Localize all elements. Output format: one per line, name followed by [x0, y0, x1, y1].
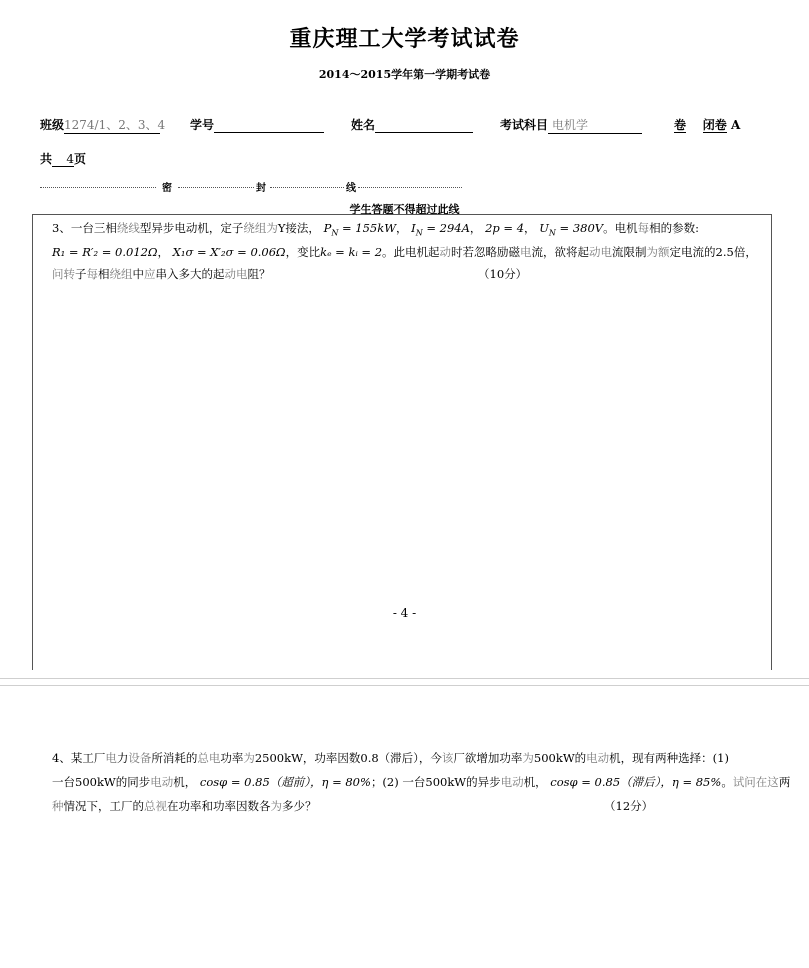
q4-text: 多少？ — [282, 799, 317, 813]
q3-text: 应 — [144, 267, 156, 281]
q4-text: 机， — [523, 775, 547, 789]
q4-text: 两 — [778, 775, 791, 789]
q4-text: 电动 — [150, 775, 174, 789]
q3-formula: R₁ = R′₂ = 0.012Ω — [52, 245, 158, 259]
q3-formula: X₁σ = X′₂σ = 0.06Ω — [172, 245, 286, 259]
q4-text: 为 — [243, 751, 255, 765]
student-id-field — [190, 116, 324, 133]
q3-text: 绕组 — [109, 267, 133, 281]
subject-label: 考试科目 — [500, 118, 549, 132]
q3-text: 中 — [132, 267, 144, 281]
class-field — [40, 116, 166, 134]
q3-text: 电 — [520, 245, 532, 259]
q3-text: 。此电机起 — [382, 245, 440, 259]
q3-formula: N — [331, 228, 339, 238]
q4-text: 种 — [52, 799, 64, 813]
q4-formula: cosφ = 0.85（超前）， — [199, 775, 322, 789]
exam-subtitle: 2014～2015学年第一学期考试卷 — [318, 68, 491, 81]
q4-text: 电动 — [586, 751, 610, 765]
question-3-line-1: 3、一台三相绕线型异步电动机，定子绕组为Y接法， $P_N = 155kW$， $I_N = 294A$， 2p = 4， $U_N = 380V$。电机每相的参数: — [52, 221, 699, 238]
q4-text: 总电 — [197, 751, 221, 765]
total-pages-field — [40, 150, 86, 167]
q3-text: 流，欲将起 — [531, 245, 590, 259]
q3-text: 阻？ — [247, 267, 271, 281]
q3-text: ，变比 — [285, 245, 321, 259]
page-separator — [0, 685, 809, 686]
q4-text: 电 — [105, 751, 117, 765]
seal-dots — [358, 187, 462, 188]
q4-text: 试问在这 — [732, 775, 779, 789]
question-3-score: （10分） — [478, 267, 528, 281]
seal-feng: 封 — [256, 183, 266, 194]
q3-text: 时若忽略励磁 — [451, 245, 521, 259]
class-value: 1274/1、2、3、4 — [64, 118, 166, 132]
q4-text: 设备 — [128, 751, 152, 765]
q4-text: 所消耗的 — [151, 751, 198, 765]
q4-text: 一台500kW的同步 — [52, 775, 151, 789]
q3-text: 转 — [63, 267, 75, 281]
q3-text: 型异步电动机，定子 — [139, 221, 244, 235]
paper-label: 卷 — [674, 118, 687, 132]
student-id-label: 学号 — [190, 118, 215, 132]
q4-text: 4、某工厂 — [52, 751, 106, 765]
q3-text: 串入多大的起 — [155, 267, 225, 281]
q3-text: Y接法， — [277, 221, 320, 235]
q4-text: 功率 — [220, 751, 244, 765]
q3-text: 动电 — [589, 245, 613, 259]
name-label: 姓名 — [351, 118, 376, 132]
q3-formula: P — [323, 221, 332, 235]
q4-text: 厂欲增加功率 — [453, 751, 523, 765]
q3-text: 问 — [52, 267, 64, 281]
q4-text: 情况下，工厂的 — [63, 799, 144, 813]
seal-dots — [40, 187, 156, 188]
q4-text: ；(2) 一台500kW的异步 — [370, 775, 501, 789]
q3-text: 每 — [86, 267, 98, 281]
total-prefix: 共 — [40, 152, 53, 166]
q3-text: 动 — [439, 245, 452, 259]
seal-mi: 密 — [162, 183, 172, 194]
q4-text: 力 — [116, 751, 129, 765]
subject-value: 电机学 — [548, 116, 642, 134]
q4-text: 总视 — [144, 799, 167, 813]
total-pages: 4 — [52, 152, 74, 167]
student-id-blank — [214, 118, 324, 133]
question-3-line-2: R₁ = R′₂ = 0.012Ω， X₁σ = X′₂σ = 0.06Ω，变比kₑ = kᵢ = 2。此电机起动时若忽略励磁电流，欲将起动电流限制为额定电流的2.5倍， — [52, 245, 757, 259]
q4-text: 该 — [441, 751, 454, 765]
q4-formula: η = 80% — [321, 775, 371, 789]
q3-formula: 2p = 4 — [485, 221, 525, 235]
total-suffix: 页 — [74, 152, 87, 166]
page-separator — [0, 678, 809, 679]
q3-text: 3、一台三相 — [52, 221, 117, 235]
q3-formula: kₑ = kᵢ = 2 — [320, 245, 383, 259]
q3-formula: = 294A — [422, 221, 470, 235]
seal-dots — [178, 187, 254, 188]
q3-text: 动电 — [224, 267, 248, 281]
paper-type-field — [674, 116, 740, 133]
q4-text: 为 — [270, 799, 282, 813]
q3-text: 相的参数: — [649, 221, 699, 235]
question-4-line-2 — [52, 770, 790, 794]
q3-text: 为额 — [646, 245, 670, 259]
subject-field — [500, 116, 642, 134]
q4-formula: cosφ = 0.85（滞后）， — [550, 775, 672, 789]
q4-text: 500kW的 — [533, 751, 587, 765]
q3-text: 每 — [637, 221, 650, 235]
q3-text: 相 — [98, 267, 110, 281]
closed-book: 闭卷 — [702, 118, 727, 132]
q4-text: 机， — [173, 775, 197, 789]
q3-formula: N — [415, 228, 423, 238]
question-4-line-1 — [52, 746, 729, 770]
q3-formula: I — [411, 221, 416, 235]
q3-text: 绕线 — [116, 221, 140, 235]
q3-formula: = 155kW — [338, 221, 397, 235]
q3-text: 流限制 — [612, 245, 647, 259]
question-3-line-3 — [52, 262, 271, 286]
q3-formula: = 380V — [555, 221, 604, 235]
q4-text: 在功率和功率因数各 — [167, 799, 271, 813]
q3-formula: U — [539, 221, 549, 235]
question-4-score: （12分） — [604, 799, 654, 813]
q4-text: 。 — [721, 775, 733, 789]
answer-line-notice: 学生答题不得超过此线 — [349, 203, 460, 216]
q4-formula: η = 85% — [671, 775, 722, 789]
name-field — [351, 116, 473, 133]
q3-formula: N — [548, 228, 556, 238]
q3-text: 定电流的2.5倍， — [669, 245, 757, 259]
q4-text: 2500kW，功率因数0.8（滞后），今 — [254, 751, 442, 765]
seal-xian: 线 — [346, 183, 356, 194]
page-number: - 4 - — [392, 606, 417, 620]
question-4-line-3 — [52, 794, 317, 818]
q4-text: 为 — [522, 751, 534, 765]
q3-text: 子 — [75, 267, 87, 281]
seal-line — [40, 179, 462, 193]
q4-text: 机，现有两种选择：(1) — [609, 751, 729, 765]
paper-variant: A — [730, 118, 741, 132]
q3-text: 绕组为 — [243, 221, 278, 235]
class-label: 班级 — [40, 118, 65, 132]
q3-text: 。电机 — [603, 221, 638, 235]
q4-text: 电动 — [500, 775, 524, 789]
seal-dots — [270, 187, 344, 188]
name-blank — [375, 118, 473, 133]
exam-title: 重庆理工大学考试试卷 — [289, 27, 520, 52]
